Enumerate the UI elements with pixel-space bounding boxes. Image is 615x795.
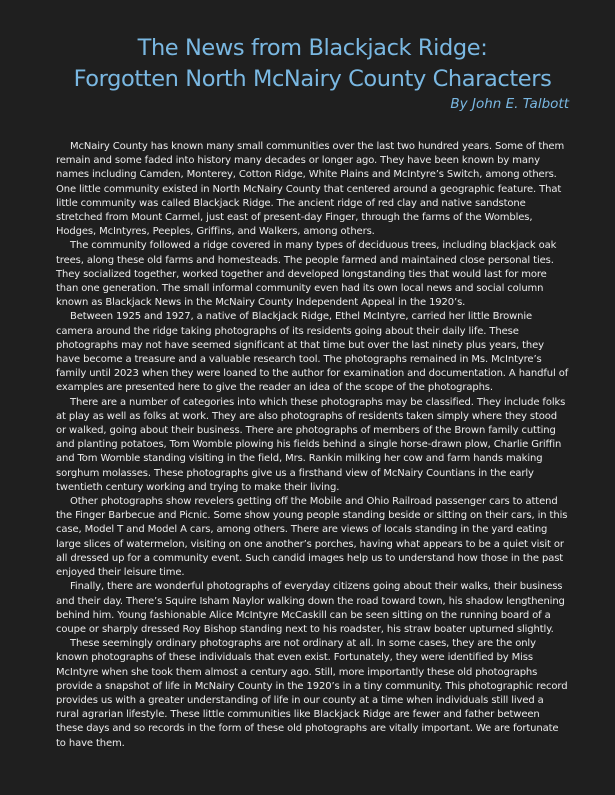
article-title <box>56 0 569 95</box>
article-body <box>56 140 569 751</box>
paragraph-6: Finally, there are wonderful photographs of everyday citizens going about their walks, their business and their day. There’s Squire Isham Naylor walking down the road toward town, his shadow lengthening behind him. Young fashionable Alice McIntyre McCaskill can be seen sitting on the running board of a coupe or sharply dressed Roy Bishop standing next to his roadster, his straw boater upturned slightly. <box>56 581 565 635</box>
title-line-1: The News from Blackjack Ridge: <box>137 35 488 61</box>
byline: By John E. Talbott <box>450 96 569 112</box>
paragraph-1: McNairy County has known many small communities over the last two hundred years. Some of them remain and some faded into history many decades or longer ago. They have been known by many names including Camden, Monterey, Cotton Ridge, White Plains and McIntyre’s Switch, among others. One little community existed in North McNairy County that centered around a geographic feature. That little community was called Blackjack Ridge. The ancient ridge of red clay and native sandstone stretched from Mount Carmel, just east of present-day Finger, through the farms of the Wombles, Hodges, McIntyres, Peeples, Griffins, and Walkers, among others. <box>56 141 565 238</box>
paragraph-5: Other photographs show revelers getting off the Mobile and Ohio Railroad passenger cars to attend the Finger Barbecue and Picnic. Some show young people standing beside or sitting on their cars, in this case, Model T and Model A cars, among others. There are views of locals standing in the yard eating large slices of watermelon, visiting on one another’s porches, having what appears to be a quiet visit or all dressed up for a community event. Such candid images help us to understand how those in the past enjoyed their leisure time. <box>56 496 568 579</box>
paragraph-7: These seemingly ordinary photographs are not ordinary at all. In some cases, they are the only known photographs of these individuals that even exist. Fortunately, they were identified by Miss McIntyre when she took them almost a century ago. Still, more importantly these old photographs provide a snapshot of life in McNairy County in the 1920’s in a tiny community. This photographic record provides us with a greater understanding of life in our county at a time when individuals still lived a rural agrarian lifestyle. These little communities like Blackjack Ridge are fewer and father between these days and so records in the form of these old photographs are vitally important. We are fortunate to have them. <box>56 638 568 749</box>
paragraph-4: There are a number of categories into which these photographs may be classified. They include folks at play as well as folks at work. They are also photographs of residents taken simply where they stood or walked, going about their business. There are photographs of members of the Brown family cutting and planting potatoes, Tom Womble plowing his fields behind a single horse-drawn plow, Charlie Griffin and Tom Womble standing visiting in the field, Mrs. Rankin milking her cow and farm hands making sorghum molasses. These photographs give us a firsthand view of McNairy Countians in the early twentieth century working and trying to make their living. <box>56 396 566 493</box>
paragraph-2: The community followed a ridge covered in many types of deciduous trees, including blackjack oak trees, along these old farms and homesteads. The people farmed and maintained close personal ties. They socialized together, worked together and developed longstanding ties that would last for more than one generation. The small informal community even had its own local news and social column known as Blackjack News in the McNairy County Independent Appeal in the 1920’s. <box>56 240 557 309</box>
paragraph-3: Between 1925 and 1927, a native of Blackjack Ridge, Ethel McIntyre, carried her little Brownie camera around the ridge taking photographs of its residents going about their daily life. These photographs may not have seemed significant at that time but over the last ninety plus years, they have become a treasure and a valuable research tool. The photographs remained in Ms. McIntyre’s family until 2023 when they were loaned to the author for examination and documentation. A handful of examples are presented here to give the reader an idea of the scope of the photographs. <box>56 311 569 394</box>
title-line-2: Forgotten North McNairy County Characters <box>73 66 552 92</box>
